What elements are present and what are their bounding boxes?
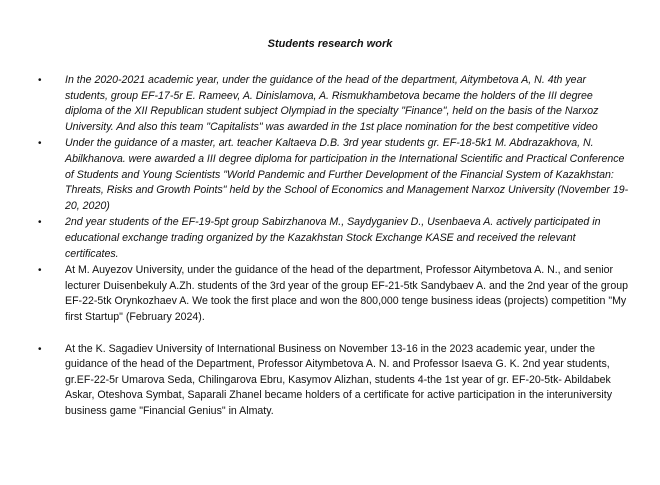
list-item (0, 215, 660, 262)
list-item-text: In the 2020-2021 academic year, under the guidance of the head of the department, Aitymbetova A, N. 4th year students, group EF-17-5r E. Rameev, A. Dinislamova, A. Rismukhambetova became the holders of the III degree diploma of the XII Republican student subject Olympiad in the specialty "Finance", held on the basis of the Narxoz University. And also this team "Capitalists" was awarded in the 1st place nomination for the best competitive video (65, 74, 599, 133)
bullet-icon: • (38, 265, 42, 277)
list-item-text: At M. Auyezov University, under the guidance of the head of the department, Professor Aitymbetova A. N., and senior lecturer Duisenbekuly A.Zh. students of the 3rd year of the group EF-21-5tk Sandybaev A. and the 2nd year of the group EF-22-5tk Orynkozhaev A. We took the first place and won the 800,000 tenge business ideas (projects) competition "My first Startup" (February 2024). (65, 264, 628, 323)
bullet-icon: • (38, 75, 42, 86)
list-item-text: Under the guidance of a master, art. teacher Kaltaeva D.B. 3rd year students gr. EF-18-5k1 M. Abdrazakhova, N. Abilkhanova. were awarded a III degree diploma for participation in the International Scientific and Practical Conference of Students and Young Scientists "World Pandemic and Further Development of the Financial System of Kazakhstan: Threats, Risks and Growth Points" held by the School of Economics and Management Narxoz University (November 19-20, 2020) (65, 137, 629, 212)
list-item-text: 2nd year students of the EF-19-5pt group Sabirzhanova M., Saydyganiev D., Usenbaeva A. actively participated in educational exchange trading organized by the Kazakhstan Stock Exchange KASE and received the relevant certificates. (65, 216, 601, 260)
list-item (0, 136, 660, 214)
achievements-list (0, 73, 660, 419)
bullet-icon: • (38, 343, 42, 355)
list-item-text: At the K. Sagadiev University of International Business on November 13-16 in the 2023 academic year, under the guidance of the head of the Department, Professor Aitymbetova A. N. and Professor Isaeva G. K. 2nd year students, gr.EF-22-5r Umarova Seda, Chilingarova Ebru, Kasymov Alizhan, students 4-the 1st year of gr. EF-20-5tk- Abildabek Askar, Oteshova Symbat, Saparali Zhanel became holders of a certificate for active participation in the interuniversity business game "Financial Genius" in Almaty. (65, 342, 613, 417)
bullet-icon: • (38, 217, 42, 229)
list-item (0, 73, 660, 135)
document-title: Students research work (267, 38, 393, 50)
list-item (0, 263, 660, 325)
list-item (0, 342, 660, 420)
bullet-icon: • (38, 138, 42, 150)
